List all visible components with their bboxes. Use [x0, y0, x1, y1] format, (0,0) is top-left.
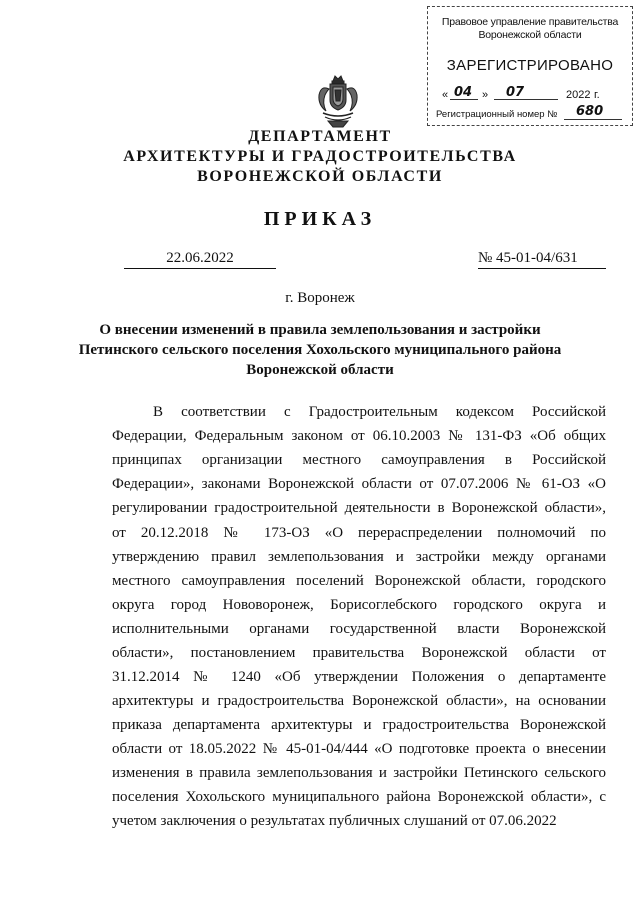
dept-line1: ДЕПАРТАМЕНТ — [248, 128, 392, 145]
body-line: архитектуры и градостроительства Воронежской области», на основании — [112, 693, 606, 709]
body-line: местного самоуправления поселений Воронежской области, городского — [112, 573, 606, 589]
body-line: Федерации, Федеральным законом от 06.10.2003 № 131-ФЗ «Об общих — [112, 428, 606, 444]
body-line: округа город Нововоронеж, Борисоглебского городского округа и — [112, 597, 606, 613]
body-line: В соответствии с Градостроительным кодексом Российской — [153, 404, 606, 420]
document-type: ПРИКАЗ — [263, 208, 377, 230]
stamp-quote-close: » — [482, 89, 489, 101]
stamp-reg-underline — [564, 119, 622, 120]
order-date: 22.06.2022 — [124, 250, 276, 269]
subject-line3: Воронежской области — [246, 362, 394, 378]
stamp-authority-line2: Воронежской области — [478, 29, 582, 41]
body-line: 31.12.2014 № 1240 «Об утверждении Положения о департаменте — [112, 669, 606, 685]
stamp-date-row — [442, 85, 624, 103]
dept-line2: АРХИТЕКТУРЫ И ГРАДОСТРОИТЕЛЬСТВА — [123, 148, 517, 165]
stamp-day: 04 — [454, 85, 473, 100]
body-line: изменения в правила землепользования и застройки Петинского сельского — [112, 765, 606, 781]
stamp-reg-number: 680 — [576, 104, 604, 119]
stamp-reg-label: Регистрационный номер № — [436, 109, 558, 120]
stamp-authority-line1: Правовое управление правительства — [441, 16, 619, 28]
subject-line2: Петинского сельского поселения Хохольского муниципального района — [78, 342, 562, 358]
body-line: утверждению правил землепользования и застройки между органами — [112, 549, 606, 565]
body-line: регулировании градостроительной деятельности в Воронежской области», — [112, 500, 606, 516]
body-line: приказа департамента архитектуры и градостроительства Воронежской — [112, 717, 606, 733]
stamp-year-suffix: г. — [594, 89, 600, 101]
dept-line3: ВОРОНЕЖСКОЙ ОБЛАСТИ — [197, 168, 443, 185]
body-line: Федерации», законами Воронежской области от 07.07.2006 № 61-ОЗ «О — [112, 476, 606, 492]
body-line: учетом заключения о результатах публичных слушаний от 07.06.2022 — [112, 813, 557, 829]
stamp-registered-label: ЗАРЕГИСТРИРОВАНО — [446, 57, 614, 74]
city: г. Воронеж — [285, 290, 355, 306]
subject-line1: О внесении изменений в правила землепользования и застройки — [99, 322, 541, 338]
body-line: поселения Хохольского муниципального района Воронежской области», с — [112, 789, 606, 805]
order-number: № 45-01-04/631 — [478, 250, 606, 269]
stamp-year: 2022 — [566, 89, 591, 101]
coat-of-arms-icon — [313, 73, 363, 131]
stamp-number-row — [436, 104, 628, 123]
body-line: принципах организации местного самоуправления в Российской — [112, 452, 606, 468]
body-line: от 20.12.2018 № 173-ОЗ «О перераспределении полномочий по — [112, 525, 606, 541]
body-line: исполнительными органами государственной власти Воронежской — [112, 621, 606, 637]
body-line: области», постановлением правительства Воронежской области от — [112, 645, 606, 661]
stamp-month: 07 — [506, 85, 525, 100]
registration-stamp — [427, 6, 633, 126]
body-line: области от 18.05.2022 № 45-01-04/444 «О подготовке проекта о внесении — [112, 741, 606, 757]
stamp-day-underline — [450, 99, 478, 100]
stamp-month-underline — [494, 99, 558, 100]
stamp-quote-open: « — [442, 89, 449, 101]
